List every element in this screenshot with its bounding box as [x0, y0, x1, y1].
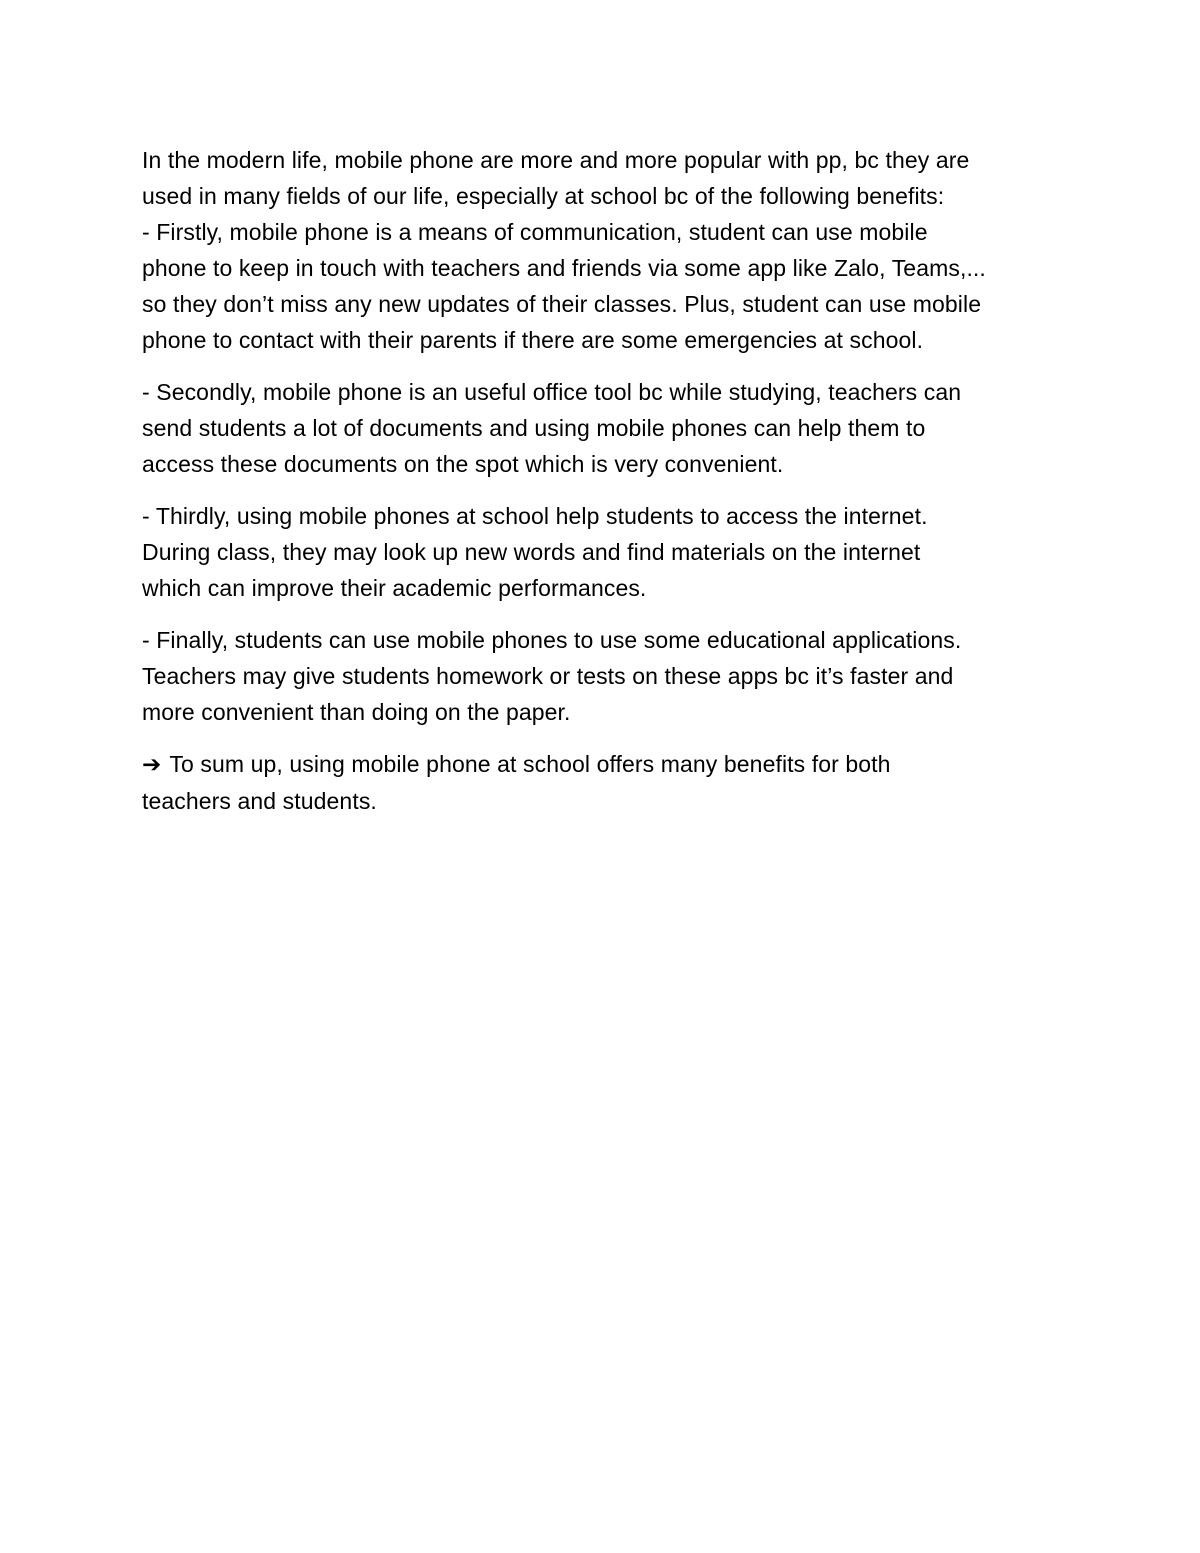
text-line: teachers and students. — [142, 788, 377, 814]
text-line: - Secondly, mobile phone is an useful office tool bc while studying, teachers can — [142, 379, 962, 405]
text-line: send students a lot of documents and using mobile phones can help them to — [142, 415, 926, 441]
conclusion-text: To sum up, using mobile phone at school offers many benefits for both — [169, 751, 891, 777]
text-line: - Thirdly, using mobile phones at school help students to access the internet. — [142, 503, 928, 529]
document-body — [142, 142, 1062, 819]
text-line: Teachers may give students homework or tests on these apps bc it’s faster and — [142, 663, 954, 689]
right-arrow-icon: ➔ — [142, 752, 162, 778]
text-line: used in many fields of our life, especially at school bc of the following benefits: — [142, 183, 945, 209]
paragraph-finally — [142, 622, 1062, 730]
text-line: - Firstly, mobile phone is a means of communication, student can use mobile — [142, 219, 928, 245]
text-line — [142, 746, 1062, 783]
paragraph-thirdly — [142, 498, 1062, 606]
text-line: In the modern life, mobile phone are more and more popular with pp, bc they are — [142, 147, 970, 173]
text-line: so they don’t miss any new updates of their classes. Plus, student can use mobile — [142, 291, 982, 317]
text-line: which can improve their academic performances. — [142, 575, 647, 601]
text-line: phone to contact with their parents if there are some emergencies at school. — [142, 327, 924, 353]
text-line: - Finally, students can use mobile phones to use some educational applications. — [142, 627, 962, 653]
paragraph-conclusion — [142, 746, 1062, 819]
text-line: more convenient than doing on the paper. — [142, 699, 571, 725]
text-line: access these documents on the spot which is very convenient. — [142, 451, 784, 477]
paragraph-secondly — [142, 374, 1062, 482]
text-line: During class, they may look up new words and find materials on the internet — [142, 539, 921, 565]
text-line: phone to keep in touch with teachers and friends via some app like Zalo, Teams,... — [142, 255, 986, 281]
paragraph-intro-firstly — [142, 142, 1062, 358]
